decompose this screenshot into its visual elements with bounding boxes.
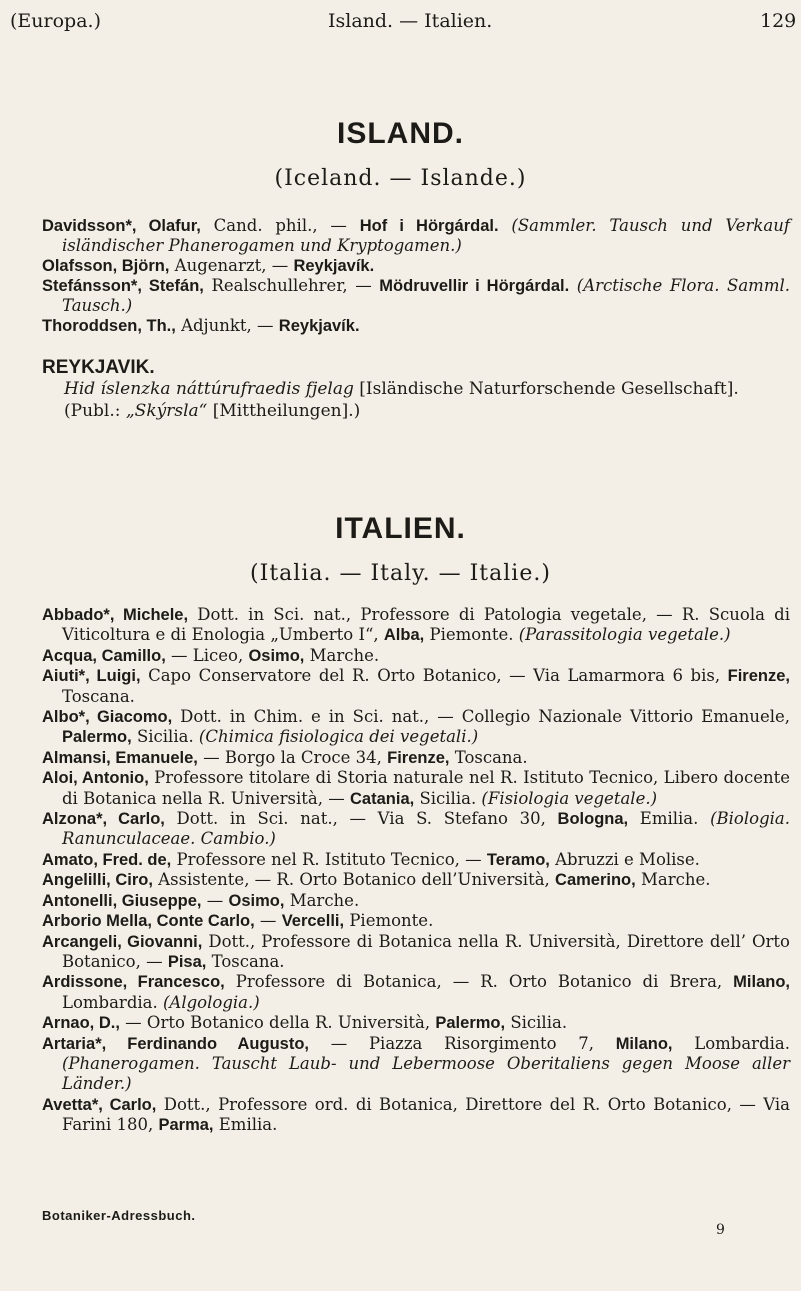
- reykjavik-block: [42, 358, 790, 422]
- list-item: Antonelli, Giuseppe, — Osimo, Marche.: [42, 890, 360, 910]
- list-item: Olafsson, Björn, Augenarzt, — Reykjavík.: [42, 256, 375, 275]
- list-item: Artaria*, Ferdinando Augusto, — Piazza Risorgimento 7, Milano, Lombardia. (Phanerogamen. Tauscht Laub- und Lebermoose Oberitaliens gegen Moose aller Länder.): [42, 1033, 790, 1094]
- list-item: Abbado*, Michele, Dott. in Sci. nat., Professore di Patologia vegetale, — R. Scuola di Viticoltura e di Enologia „Umberto I“, Alba, Piemonte. (Parassitologia vegetale.): [42, 605, 790, 645]
- society-publication: (Publ.: „Skýrsla“ [Mittheilungen].): [64, 401, 361, 421]
- italien-entry-list: [42, 605, 790, 1136]
- island-entry-list: [42, 216, 790, 336]
- list-item: Stefánsson*, Stefán, Realschullehrer, — Mödruvellir i Hörgárdal. (Arctische Flora. Samml. Tausch.): [42, 276, 790, 315]
- society-entry: Hid íslenzka náttúrufraedis fjelag [Isländische Naturforschende Gesellschaft].: [64, 379, 739, 399]
- city-heading: REYKJAVIK.: [42, 357, 155, 378]
- list-item: Davidsson*, Olafur, Cand. phil., — Hof i Hörgárdal. (Sammler. Tausch und Verkauf isländischer Phanerogamen und Kryptogamen.): [42, 216, 790, 255]
- list-item: Amato, Fred. de, Professore nel R. Istituto Tecnico, — Teramo, Abruzzi e Molise.: [42, 849, 700, 869]
- signature-mark: 9: [716, 1222, 725, 1238]
- section-title-island: ISLAND.: [337, 117, 464, 150]
- list-item: Arborio Mella, Conte Carlo, — Vercelli, Piemonte.: [42, 911, 434, 931]
- running-head-countries: Island. — Italien.: [328, 10, 493, 32]
- list-item: Alzona*, Carlo, Dott. in Sci. nat., — Via S. Stefano 30, Bologna, Emilia. (Biologia. Ranunculaceae. Cambio.): [42, 809, 790, 849]
- list-item: Arnao, D., — Orto Botanico della R. Università, Palermo, Sicilia.: [42, 1013, 568, 1033]
- list-item: Thoroddsen, Th., Adjunkt, — Reykjavík.: [42, 316, 360, 335]
- section-subtitle-island: (Iceland. — Islande.): [274, 166, 527, 191]
- section-title-italien: ITALIEN.: [335, 512, 466, 545]
- running-head: [0, 6, 801, 36]
- footer-book-title: Botaniker-Adressbuch.: [42, 1208, 196, 1223]
- list-item: Almansi, Emanuele, — Borgo la Croce 34, Firenze, Toscana.: [42, 747, 528, 767]
- list-item: Albo*, Giacomo, Dott. in Chim. e in Sci. nat., — Collegio Nazionale Vittorio Emanuele, Palermo, Sicilia. (Chimica fisiologica dei vegetali.): [42, 707, 790, 747]
- list-item: Acqua, Camillo, — Liceo, Osimo, Marche.: [42, 645, 380, 665]
- running-head-region: (Europa.): [10, 10, 101, 32]
- list-item: Arcangeli, Giovanni, Dott., Professore di Botanica nella R. Università, Direttore dell’ Orto Botanico, — Pisa, Toscana.: [42, 931, 790, 971]
- section-subtitle-italien: (Italia. — Italy. — Italie.): [250, 561, 551, 586]
- page-number: 129: [760, 10, 797, 32]
- list-item: Aiuti*, Luigi, Capo Conservatore del R. Orto Botanico, — Via Lamarmora 6 bis, Firenze, Toscana.: [42, 666, 790, 706]
- list-item: Aloi, Antonio, Professore titolare di Storia naturale nel R. Istituto Tecnico, Libero docente di Botanica nella R. Università, — Catania, Sicilia. (Fisiologia vegetale.): [42, 768, 790, 808]
- list-item: Ardissone, Francesco, Professore di Botanica, — R. Orto Botanico di Brera, Milano, Lombardia. (Algologia.): [42, 972, 791, 1012]
- list-item: Angelilli, Ciro, Assistente, — R. Orto Botanico dell’Università, Camerino, Marche.: [42, 870, 711, 890]
- list-item: Avetta*, Carlo, Dott., Professore ord. di Botanica, Direttore del R. Orto Botanico, — Via Farini 180, Parma, Emilia.: [42, 1094, 790, 1135]
